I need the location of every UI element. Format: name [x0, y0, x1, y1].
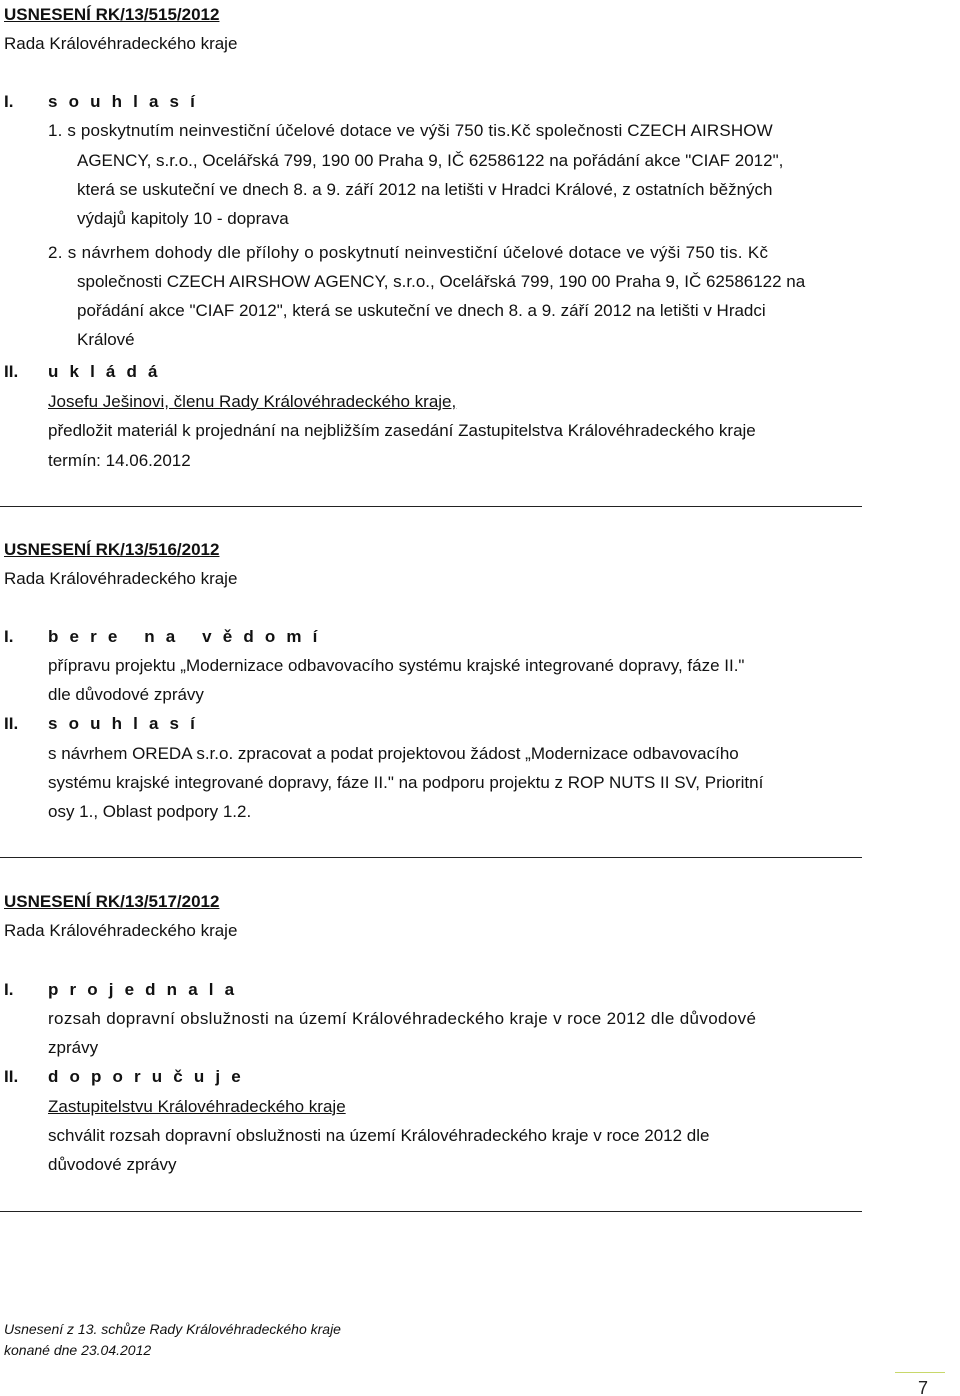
resolution-title-516: USNESENÍ RK/13/516/2012: [4, 540, 220, 559]
deadline-text: termín: 14.06.2012: [48, 451, 191, 470]
resolution-verb-souhlasi: s o u h l a s í: [48, 92, 199, 111]
page-number-rule: [895, 1372, 945, 1373]
resolution-title-517: USNESENÍ RK/13/517/2012: [4, 892, 220, 911]
resolution-text-line: dle důvodové zprávy: [48, 685, 204, 704]
section-divider: [0, 506, 862, 507]
resolution-text-line: Králové: [77, 330, 135, 349]
resolution-text-line: přípravu projektu „Modernizace odbavovacího systému krajské integrované dopravy, fáze II.": [48, 656, 745, 675]
resolution-text-line: schválit rozsah dopravní obslužnosti na území Královéhradeckého kraje v roce 2012 dle: [48, 1126, 710, 1145]
resolution-text-line: rozsah dopravní obslužnosti na území Královéhradeckého kraje v roce 2012 dle důvodové: [48, 1009, 757, 1028]
resolution-verb-doporucuje: d o p o r u č u j e: [48, 1067, 244, 1086]
resolution-text-line: pořádání akce "CIAF 2012", která se uskuteční ve dnech 8. a 9. září 2012 na letišti v Hradci: [77, 301, 766, 320]
roman-numeral-i-516: I.: [4, 627, 14, 646]
roman-numeral-i-515: I.: [4, 92, 14, 111]
responsible-person: Josefu Ješinovi, členu Rady Královéhradeckého kraje,: [48, 392, 457, 411]
resolution-text-line: s návrhem OREDA s.r.o. zpracovat a podat projektovou žádost „Modernizace odbavovacího: [48, 744, 739, 763]
page-number: 7: [918, 1378, 929, 1396]
resolution-text-line: důvodové zprávy: [48, 1155, 177, 1174]
resolution-verb-souhlasi: s o u h l a s í: [48, 714, 199, 733]
resolution-text-line: systému krajské integrované dopravy, fáze II." na podporu projektu z ROP NUTS II SV, Prioritní: [48, 773, 764, 792]
section-divider: [0, 857, 862, 858]
resolution-text-line: společnosti CZECH AIRSHOW AGENCY, s.r.o., Ocelářská 799, 190 00 Praha 9, IČ 62586122 na: [77, 272, 806, 291]
resolution-verb-bere-na-vedomi: b e r e n a v ě d o m í: [48, 627, 321, 646]
resolution-text-line: výdajů kapitoly 10 - doprava: [77, 209, 289, 228]
resolution-text-line: osy 1., Oblast podpory 1.2.: [48, 802, 252, 821]
resolution-verb-uklada: u k l á d á: [48, 362, 161, 381]
resolution-text-line: 1. s poskytnutím neinvestiční účelové dotace ve výši 750 tis.Kč společnosti CZECH AIRSHOW: [48, 121, 773, 140]
council-name-515: Rada Královéhradeckého kraje: [4, 34, 238, 53]
roman-numeral-ii-517: II.: [4, 1067, 19, 1086]
council-name-517: Rada Královéhradeckého kraje: [4, 921, 238, 940]
roman-numeral-i-517: I.: [4, 980, 14, 999]
roman-numeral-ii-515: II.: [4, 362, 19, 381]
recipient-body: Zastupitelstvu Královéhradeckého kraje: [48, 1097, 346, 1116]
resolution-text-line: AGENCY, s.r.o., Ocelářská 799, 190 00 Praha 9, IČ 62586122 na pořádání akce "CIAF 2012",: [77, 151, 784, 170]
resolution-verb-projednala: p r o j e d n a l a: [48, 980, 238, 999]
footer-date-line: konané dne 23.04.2012: [4, 1342, 152, 1358]
section-divider: [0, 1211, 862, 1212]
resolution-title-515: USNESENÍ RK/13/515/2012: [4, 5, 220, 24]
footer-meeting-line: Usnesení z 13. schůze Rady Královéhradeckého kraje: [4, 1321, 341, 1337]
roman-numeral-ii-516: II.: [4, 714, 19, 733]
council-name-516: Rada Královéhradeckého kraje: [4, 569, 238, 588]
resolution-text-line: předložit materiál k projednání na nejbližším zasedání Zastupitelstva Královéhradeckého kraje: [48, 421, 756, 440]
resolution-text-line: 2. s návrhem dohody dle přílohy o poskytnutí neinvestiční účelové dotace ve výši 750 tis. Kč: [48, 243, 769, 262]
resolution-text-line: která se uskuteční ve dnech 8. a 9. září 2012 na letišti v Hradci Králové, z ostatních běžných: [77, 180, 773, 199]
resolution-text-line: zprávy: [48, 1038, 99, 1057]
